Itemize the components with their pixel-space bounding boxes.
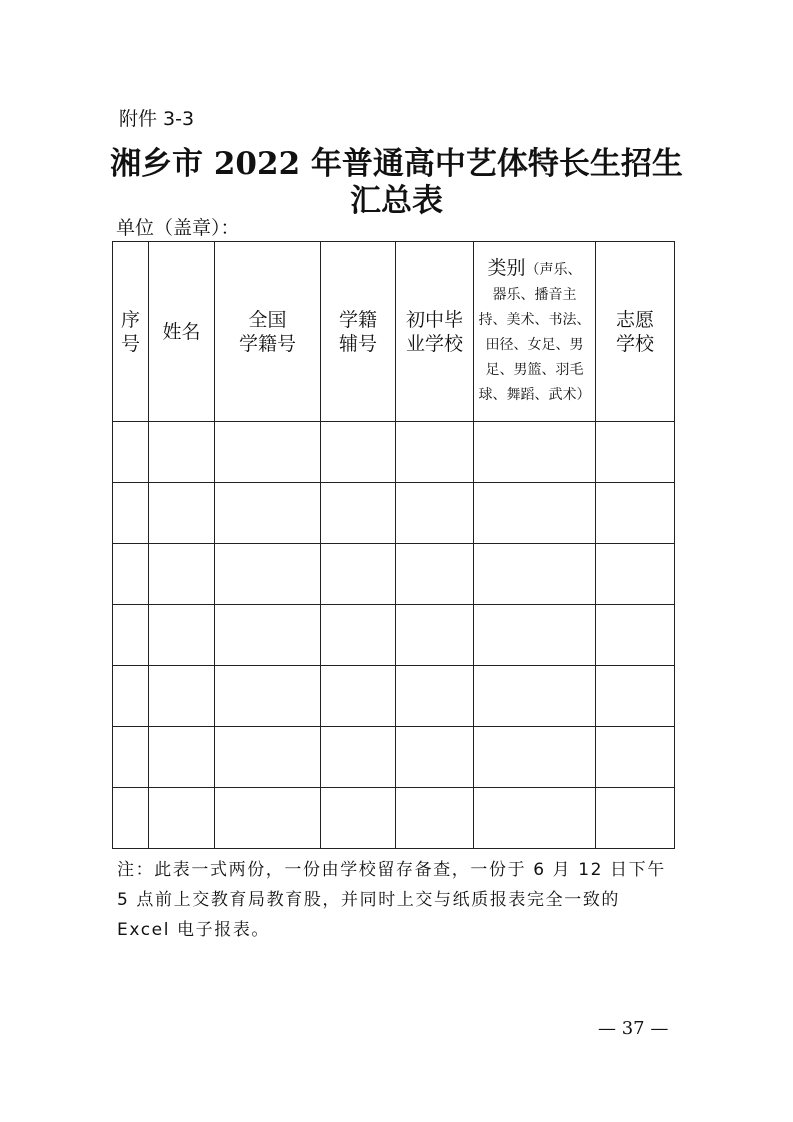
- table-cell[interactable]: [396, 727, 474, 788]
- category-note: 持、美术、书法、: [478, 311, 591, 328]
- table-cell[interactable]: [113, 483, 149, 544]
- table-cell[interactable]: [596, 483, 675, 544]
- footnote: 注：此表一式两份，一份由学校留存备查，一份于 6 月 12 日下午 5 点前上交教育局教育股，并同时上交与纸质报表完全一致的 Excel 电子报表。: [117, 860, 666, 940]
- table-cell[interactable]: [396, 483, 474, 544]
- table-cell[interactable]: [474, 605, 596, 666]
- table-cell[interactable]: [215, 483, 321, 544]
- table-row: [113, 422, 675, 483]
- table-cell[interactable]: [596, 727, 675, 788]
- header-junior-school: [396, 242, 474, 422]
- table-cell[interactable]: [215, 422, 321, 483]
- table-cell[interactable]: [396, 544, 474, 605]
- table-cell[interactable]: [149, 727, 215, 788]
- document-title-line1: 湘乡市 2022 年普通高中艺体特长生招生: [110, 146, 683, 182]
- table-cell[interactable]: [113, 727, 149, 788]
- table-cell[interactable]: [396, 605, 474, 666]
- table-cell[interactable]: [396, 422, 474, 483]
- summary-table: [112, 241, 675, 849]
- header-name: [149, 242, 215, 422]
- table-cell[interactable]: [113, 605, 149, 666]
- unit-stamp-label: 单位（盖章）：: [116, 217, 240, 239]
- header-student-aux-id: [321, 242, 396, 422]
- table-cell[interactable]: [321, 483, 396, 544]
- table-cell[interactable]: [321, 788, 396, 849]
- table-cell[interactable]: [113, 788, 149, 849]
- table-cell[interactable]: [215, 727, 321, 788]
- table-header-row: [113, 242, 675, 422]
- table-cell[interactable]: [474, 666, 596, 727]
- table-cell[interactable]: [596, 422, 675, 483]
- table-cell[interactable]: [321, 422, 396, 483]
- category-note: 田径、女足、男: [485, 336, 584, 353]
- table-cell[interactable]: [215, 544, 321, 605]
- table-row: [113, 544, 675, 605]
- header-national-student-id: [215, 242, 321, 422]
- category-note: （声乐、: [525, 261, 582, 278]
- table-cell[interactable]: [396, 788, 474, 849]
- table-cell[interactable]: [149, 605, 215, 666]
- table-cell[interactable]: [474, 727, 596, 788]
- table-cell[interactable]: [474, 422, 596, 483]
- table-row: [113, 605, 675, 666]
- header-text: 全国: [248, 308, 287, 331]
- header-text: 志愿: [615, 308, 654, 331]
- table-cell[interactable]: [149, 544, 215, 605]
- table-cell[interactable]: [215, 605, 321, 666]
- header-text: 学校: [615, 332, 654, 355]
- table-cell[interactable]: [149, 422, 215, 483]
- header-category: [474, 242, 596, 422]
- header-text: 初中毕: [405, 308, 463, 331]
- header-text: 号: [120, 332, 140, 355]
- category-note: 器乐、播音主: [492, 286, 577, 303]
- table-cell[interactable]: [596, 605, 675, 666]
- category-note: 球、舞蹈、武术）: [478, 386, 591, 403]
- table-row: [113, 483, 675, 544]
- page-number: — 37 —: [598, 1018, 669, 1039]
- header-preferred-school: [596, 242, 675, 422]
- header-serial: [113, 242, 149, 422]
- category-note: 足、男篮、羽毛: [485, 361, 584, 378]
- table-cell[interactable]: [149, 483, 215, 544]
- table-cell[interactable]: [596, 788, 675, 849]
- attachment-label: 附件 3-3: [119, 108, 195, 130]
- header-text: 类别: [487, 256, 526, 279]
- table-cell[interactable]: [215, 788, 321, 849]
- header-text: 学籍: [338, 308, 377, 331]
- table-cell[interactable]: [596, 666, 675, 727]
- table-cell[interactable]: [149, 788, 215, 849]
- table-cell[interactable]: [474, 788, 596, 849]
- table-cell[interactable]: [113, 544, 149, 605]
- table-row: [113, 666, 675, 727]
- table-cell[interactable]: [474, 483, 596, 544]
- table-cell[interactable]: [321, 727, 396, 788]
- table-cell[interactable]: [396, 666, 474, 727]
- document-title-line2: 汇总表: [350, 183, 443, 219]
- table-cell[interactable]: [321, 544, 396, 605]
- table-cell[interactable]: [474, 544, 596, 605]
- table-row: [113, 727, 675, 788]
- table-cell[interactable]: [596, 544, 675, 605]
- header-text: 序: [120, 308, 140, 331]
- table-cell[interactable]: [321, 666, 396, 727]
- table-cell[interactable]: [113, 666, 149, 727]
- header-text: 辅号: [338, 332, 377, 355]
- table-row: [113, 788, 675, 849]
- table-cell[interactable]: [113, 422, 149, 483]
- header-text: 姓名: [162, 320, 201, 343]
- header-text: 业学校: [405, 332, 463, 355]
- table-cell[interactable]: [149, 666, 215, 727]
- category-first-line: [474, 256, 595, 283]
- table-cell[interactable]: [215, 666, 321, 727]
- table-cell[interactable]: [321, 605, 396, 666]
- header-text: 学籍号: [238, 332, 296, 355]
